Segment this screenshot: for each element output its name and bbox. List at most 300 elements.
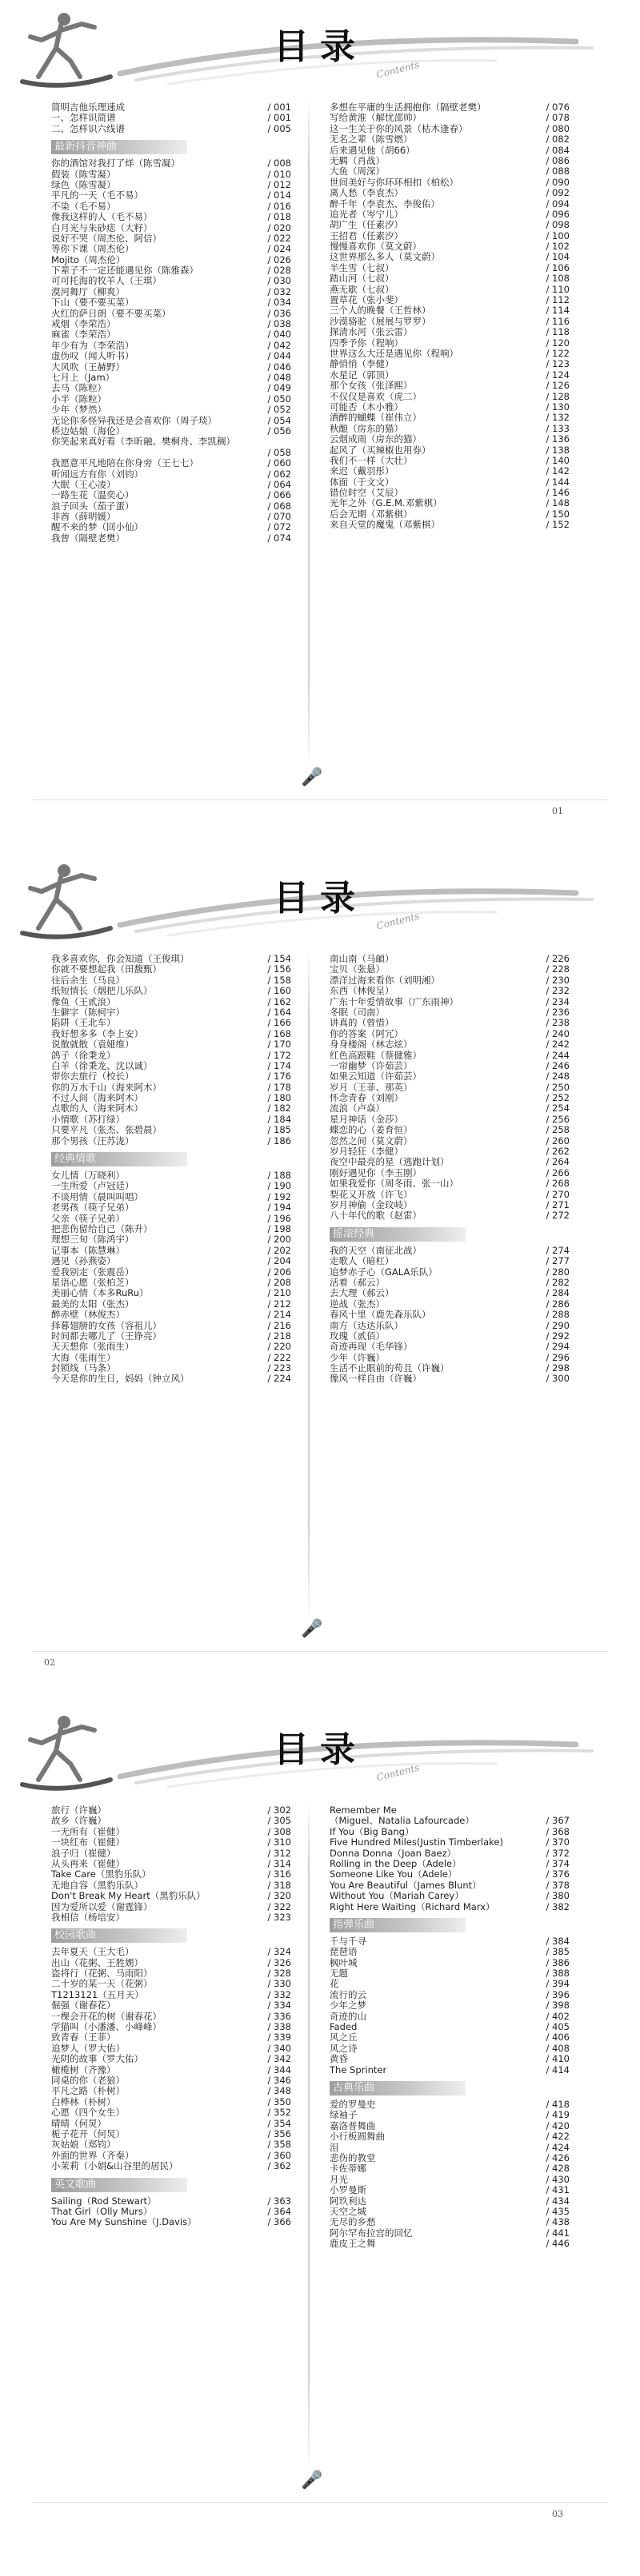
toc-entry[interactable] (51, 2032, 291, 2043)
entry-title: 岁月（王菲、那英） (330, 1082, 413, 1093)
entry-page: / 148 (546, 497, 570, 509)
toc-entry[interactable] (330, 1190, 570, 1200)
toc-entry[interactable] (330, 1146, 570, 1157)
entry-title: 少年（梦然） (51, 405, 106, 416)
entry-title: 可能否（木小雅） (330, 401, 403, 413)
toc-entry[interactable] (330, 327, 570, 337)
toc-entry[interactable] (330, 1837, 570, 1848)
toc-entry[interactable] (51, 522, 291, 532)
toc-entry[interactable] (330, 166, 570, 177)
entry-title: 无羁（肖战） (330, 155, 385, 166)
toc-entry[interactable] (330, 1958, 570, 1968)
toc-entry[interactable] (330, 2217, 570, 2227)
entry-title: 同桌的你（老狼） (51, 2075, 125, 2086)
toc-entry[interactable] (51, 1125, 291, 1135)
entry-page: / 106 (546, 261, 570, 273)
entry-page: / 048 (267, 371, 291, 383)
contents-subtitle: Contents (375, 58, 421, 81)
toc-entry[interactable] (51, 2012, 291, 2022)
entry-title: 不染（毛不易） (51, 201, 116, 212)
toc-entry[interactable] (330, 220, 570, 230)
entry-page: / 120 (546, 337, 570, 349)
section-heading: 校园歌曲 (51, 1928, 187, 1943)
toc-entry[interactable] (51, 437, 291, 447)
toc-entry[interactable] (51, 1816, 291, 1826)
toc-entry[interactable] (330, 2196, 570, 2207)
toc-entry[interactable] (51, 1136, 291, 1146)
toc-entry[interactable] (330, 1936, 570, 1947)
entry-page: / 223 (267, 1362, 291, 1374)
toc-entry[interactable] (330, 2207, 570, 2217)
toc-entry[interactable] (330, 2044, 570, 2054)
toc-entry[interactable] (51, 373, 291, 383)
toc-entry[interactable] (51, 244, 291, 254)
entry-page: / 154 (267, 953, 291, 964)
toc-entry[interactable] (51, 954, 291, 964)
toc-entry[interactable] (51, 2086, 291, 2096)
entry-title: 小情歌（苏打绿） (51, 1114, 125, 1125)
toc-entry[interactable] (330, 2153, 570, 2163)
entry-title: 旅行（许巍） (51, 1805, 106, 1816)
toc-entry[interactable] (330, 1947, 570, 1957)
toc-entry[interactable] (330, 488, 570, 498)
entry-title: 浪子归（崔健） (51, 1848, 116, 1859)
entry-page: / 194 (267, 1202, 291, 1214)
toc-entry[interactable] (51, 1837, 291, 1848)
entry-page: / 286 (546, 1298, 570, 1310)
entry-page: / 190 (267, 1180, 291, 1192)
entry-title: 流浪（卢焱） (330, 1103, 385, 1115)
toc-entry[interactable] (51, 297, 291, 308)
toc-entry[interactable] (330, 1267, 570, 1278)
entry-title: 半生雪（七叔） (330, 262, 394, 273)
toc-entry[interactable] (51, 2054, 291, 2064)
toc-entry[interactable] (51, 255, 291, 265)
toc-entry[interactable] (330, 1051, 570, 1061)
toc-entry[interactable] (330, 134, 570, 145)
entry-page: / 052 (267, 404, 291, 416)
toc-entry[interactable] (330, 285, 570, 295)
toc-entry[interactable] (51, 1051, 291, 1061)
toc-entry[interactable] (51, 201, 291, 212)
entry-page: / 158 (267, 974, 291, 986)
toc-entry[interactable] (330, 392, 570, 402)
toc-entry[interactable] (330, 477, 570, 488)
toc-entry[interactable] (330, 1178, 570, 1189)
toc-entry[interactable] (51, 1805, 291, 1816)
toc-entry[interactable] (51, 1958, 291, 1968)
toc-entry[interactable] (51, 458, 291, 469)
toc-entry[interactable] (330, 986, 570, 996)
toc-entry[interactable] (51, 405, 291, 415)
toc-entry[interactable] (330, 1990, 570, 2000)
toc-entry[interactable] (330, 1039, 570, 1050)
toc-entry[interactable] (51, 1299, 291, 1310)
toc-entry[interactable] (51, 964, 291, 975)
toc-entry[interactable] (330, 964, 570, 975)
column-divider (308, 947, 310, 1627)
toc-entry[interactable] (51, 986, 291, 996)
toc-entry[interactable] (330, 1125, 570, 1135)
entry-title: 云烟成雨（房东的猫） (330, 434, 422, 445)
toc-entry[interactable] (51, 1321, 291, 1331)
entry-page: / 226 (546, 953, 570, 964)
toc-entry[interactable] (330, 1321, 570, 1331)
toc-entry[interactable] (330, 199, 570, 209)
toc-entry[interactable] (51, 1968, 291, 1979)
toc-entry[interactable] (330, 1342, 570, 1352)
entry-page: / 186 (267, 1134, 291, 1146)
toc-entry[interactable] (330, 2054, 570, 2064)
toc-entry[interactable] (51, 1979, 291, 1989)
toc-entry[interactable] (330, 1093, 570, 1103)
toc-entry[interactable] (330, 1880, 570, 1891)
toc-entry[interactable] (330, 370, 570, 381)
toc-entry[interactable] (51, 212, 291, 222)
toc-entry[interactable] (51, 448, 291, 458)
toc-entry[interactable] (330, 520, 570, 530)
toc-entry[interactable] (51, 2107, 291, 2118)
toc-entry[interactable] (330, 295, 570, 305)
toc-entry[interactable] (330, 2012, 570, 2022)
entry-page: / 136 (546, 433, 570, 445)
toc-entry[interactable] (330, 1071, 570, 1082)
toc-entry[interactable] (330, 231, 570, 241)
entry-page: / 328 (267, 1968, 291, 1980)
toc-entry[interactable] (51, 416, 291, 426)
toc-entry[interactable] (51, 1083, 291, 1093)
toc-entry[interactable] (330, 2032, 570, 2043)
toc-entry[interactable] (51, 190, 291, 201)
toc-entry[interactable] (51, 1891, 291, 1901)
toc-entry[interactable] (330, 349, 570, 359)
toc-entry[interactable] (330, 1288, 570, 1298)
toc-entry[interactable] (330, 1168, 570, 1178)
entry-page: / 238 (546, 1017, 570, 1029)
entry-title: 岁月神偷（金玟岐） (330, 1199, 413, 1210)
toc-entry[interactable] (51, 1288, 291, 1298)
toc-entry[interactable] (330, 1869, 570, 1880)
toc-entry[interactable] (330, 1278, 570, 1288)
toc-entry[interactable] (330, 1331, 570, 1342)
toc-entry[interactable] (51, 383, 291, 393)
toc-entry[interactable] (330, 1136, 570, 1146)
toc-entry[interactable] (51, 1061, 291, 1071)
toc-entry[interactable] (330, 1848, 570, 1859)
toc-entry[interactable] (330, 1891, 570, 1901)
entry-page: / 426 (546, 2151, 570, 2163)
toc-entry[interactable] (51, 1093, 291, 1103)
entry-page: / 408 (546, 2042, 570, 2054)
toc-entry[interactable] (330, 954, 570, 964)
toc-entry[interactable] (330, 2099, 570, 2110)
toc-entry[interactable] (330, 338, 570, 349)
entry-page: / 367 (546, 1815, 570, 1827)
toc-entry[interactable] (51, 533, 291, 544)
entry-page: / 222 (267, 1351, 291, 1363)
toc-entry[interactable] (51, 512, 291, 522)
toc-entry[interactable] (330, 1299, 570, 1310)
toc-entry[interactable] (51, 158, 291, 169)
toc-entry[interactable] (330, 2000, 570, 2011)
toc-entry[interactable] (51, 1859, 291, 1869)
toc-entry[interactable] (330, 1210, 570, 1221)
toc-entry[interactable] (51, 233, 291, 244)
toc-entry[interactable] (51, 113, 291, 123)
toc-entry[interactable] (330, 1115, 570, 1125)
toc-entry[interactable] (51, 2044, 291, 2054)
toc-entry[interactable] (330, 456, 570, 466)
toc-entry[interactable] (51, 2119, 291, 2129)
entry-page: / 234 (546, 995, 570, 1007)
toc-entry[interactable] (51, 1103, 291, 1114)
toc-entry[interactable] (51, 287, 291, 297)
toc-entry[interactable] (51, 501, 291, 512)
toc-entry[interactable] (51, 975, 291, 986)
toc-entry[interactable] (330, 381, 570, 391)
entry-page: / 270 (546, 1188, 570, 1200)
toc-entry[interactable] (51, 1342, 291, 1352)
toc-entry[interactable] (51, 1331, 291, 1342)
toc-entry[interactable] (51, 1363, 291, 1374)
toc-entry[interactable] (51, 1267, 291, 1278)
toc-entry[interactable] (330, 156, 570, 166)
entry-title: 追光者（岑宁儿） (330, 209, 403, 220)
toc-entry[interactable] (51, 309, 291, 319)
toc-entry[interactable] (51, 480, 291, 490)
toc-entry[interactable] (51, 1374, 291, 1384)
toc-entry[interactable] (330, 273, 570, 284)
entry-title: 嘉洛普舞曲 (330, 2120, 376, 2131)
entry-title: 慢慢喜欢你（莫文蔚） (330, 241, 422, 253)
toc-entry[interactable] (51, 1071, 291, 1082)
toc-entry[interactable] (330, 1979, 570, 1989)
entry-title: 蝶恋的心（姜育恒） (330, 1125, 413, 1136)
toc-entry[interactable] (330, 1061, 570, 1071)
toc-entry[interactable] (51, 1869, 291, 1880)
entry-page: / 324 (267, 1946, 291, 1958)
toc-entry[interactable] (330, 434, 570, 445)
toc-entry[interactable] (51, 180, 291, 190)
toc-entry[interactable] (330, 1083, 570, 1093)
entry-title: 我曾（隔壁老樊） (51, 532, 125, 544)
entry-page: / 300 (546, 1373, 570, 1385)
toc-entry[interactable] (51, 426, 291, 437)
entry-page: / 368 (546, 1825, 570, 1837)
entry-page: / 216 (267, 1319, 291, 1331)
toc-entry[interactable] (330, 997, 570, 1007)
entry-title: 一生所爱（卢冠廷） (51, 1181, 134, 1192)
toc-entry[interactable] (51, 2161, 291, 2171)
toc-entry[interactable] (330, 263, 570, 273)
entry-page: / 122 (546, 347, 570, 359)
page-rule (32, 2502, 608, 2503)
toc-entry[interactable] (330, 1353, 570, 1363)
toc-entry[interactable] (330, 2065, 570, 2076)
entry-page: / 358 (267, 2139, 291, 2151)
toc-entry[interactable] (330, 1310, 570, 1320)
toc-entry[interactable] (330, 1246, 570, 1256)
toc-entry[interactable] (330, 2163, 570, 2174)
toc-entry[interactable] (330, 1805, 570, 1816)
toc-entry[interactable] (330, 413, 570, 423)
toc-entry[interactable] (51, 1234, 291, 1245)
toc-entry[interactable] (330, 1157, 570, 1167)
toc-entry[interactable] (51, 2217, 291, 2227)
toc-entry[interactable] (330, 252, 570, 262)
entry-title: 栀子花开（何炅） (51, 2128, 125, 2139)
entry-page: / 170 (267, 1039, 291, 1051)
toc-entry[interactable] (51, 1214, 291, 1224)
toc-entry[interactable] (51, 1039, 291, 1050)
toc-entry[interactable] (330, 209, 570, 220)
toc-entry[interactable] (51, 1902, 291, 1912)
toc-entry[interactable] (330, 241, 570, 252)
toc-entry[interactable] (330, 445, 570, 456)
toc-entry[interactable] (51, 1310, 291, 1320)
entry-title: 梨花又开放（许飞） (330, 1189, 413, 1200)
entry-title: 起风了（买辣椒也用券） (330, 445, 431, 456)
toc-entry[interactable] (51, 265, 291, 276)
toc-entry[interactable] (51, 102, 291, 113)
toc-entry[interactable] (330, 2185, 570, 2195)
toc-entry[interactable] (51, 223, 291, 233)
toc-entry[interactable] (51, 394, 291, 405)
toc-entry[interactable] (330, 466, 570, 477)
toc-entry[interactable] (330, 317, 570, 327)
toc-entry[interactable] (330, 2228, 570, 2239)
entry-title: Donna Donna（Joan Baez） (330, 1848, 457, 1859)
toc-entry[interactable] (51, 362, 291, 373)
toc-entry[interactable] (51, 2139, 291, 2150)
toc-entry[interactable] (330, 2143, 570, 2153)
entry-title: Remember Me (330, 1805, 397, 1816)
toc-entry[interactable] (51, 2151, 291, 2161)
toc-entry[interactable] (330, 1007, 570, 1018)
entry-page: / 022 (267, 232, 291, 244)
entry-page: / 302 (267, 1804, 291, 1816)
toc-entry[interactable] (51, 1170, 291, 1181)
entry-page: / 172 (267, 1049, 291, 1061)
toc-entry[interactable] (330, 1018, 570, 1028)
toc-entry[interactable] (330, 2022, 570, 2032)
toc-entry[interactable] (51, 124, 291, 134)
toc-entry[interactable] (330, 1103, 570, 1114)
toc-entry[interactable] (330, 1902, 570, 1912)
toc-entry[interactable] (330, 975, 570, 986)
toc-entry[interactable] (330, 2121, 570, 2131)
toc-entry[interactable] (51, 1192, 291, 1202)
toc-entry[interactable] (330, 1363, 570, 1374)
entry-title: 奇迹再现（毛华锋） (330, 1342, 413, 1353)
toc-entry[interactable] (51, 2076, 291, 2086)
toc-entry[interactable] (51, 1827, 291, 1837)
entry-page: / 312 (267, 1847, 291, 1859)
toc-entry[interactable] (330, 2175, 570, 2185)
toc-entry[interactable] (330, 124, 570, 134)
toc-entry[interactable] (51, 1181, 291, 1191)
toc-column-right (330, 1805, 570, 2249)
toc-entry[interactable] (51, 329, 291, 340)
toc-entry[interactable] (51, 1353, 291, 1363)
toc-entry[interactable] (330, 177, 570, 188)
toc-entry[interactable] (330, 102, 570, 113)
toc-entry[interactable] (51, 2022, 291, 2032)
toc-entry[interactable] (51, 341, 291, 351)
toc-entry[interactable] (330, 1827, 570, 1837)
toc-entry[interactable] (330, 1256, 570, 1266)
toc-entry[interactable] (51, 1018, 291, 1028)
toc-entry[interactable] (51, 1007, 291, 1018)
toc-entry[interactable] (51, 1848, 291, 1859)
toc-entry[interactable] (51, 1224, 291, 1234)
toc-entry[interactable] (330, 509, 570, 520)
section-heading: 古典乐曲 (330, 2081, 466, 2095)
entry-page: / 418 (546, 2098, 570, 2110)
toc-entry[interactable] (51, 1246, 291, 1256)
toc-entry[interactable] (330, 146, 570, 156)
toc-entry[interactable] (51, 169, 291, 180)
entry-page: / 316 (267, 1868, 291, 1880)
toc-entry[interactable] (51, 2097, 291, 2107)
toc-entry[interactable] (51, 2207, 291, 2217)
toc-entry[interactable] (330, 113, 570, 123)
toc-entry[interactable] (51, 1278, 291, 1288)
entry-title: 探清水河（张云雷） (330, 327, 413, 338)
toc-entry[interactable] (330, 1968, 570, 1979)
toc-entry[interactable] (51, 1947, 291, 1957)
toc-entry[interactable] (51, 1202, 291, 1213)
toc-entry[interactable] (330, 1374, 570, 1384)
toc-entry[interactable] (330, 2131, 570, 2142)
entry-page: / 054 (267, 414, 291, 426)
toc-entry[interactable] (330, 424, 570, 434)
toc-entry[interactable] (51, 490, 291, 500)
toc-entry[interactable] (51, 2000, 291, 2011)
toc-entry[interactable] (330, 498, 570, 508)
toc-entry[interactable] (330, 402, 570, 413)
toc-entry[interactable] (330, 305, 570, 316)
toc-entry[interactable] (51, 1256, 291, 1266)
toc-entry[interactable] (330, 2110, 570, 2120)
entry-page: / 166 (267, 1017, 291, 1029)
toc-entry[interactable] (51, 1990, 291, 2000)
toc-entry[interactable] (330, 188, 570, 198)
toc-entry[interactable] (51, 1029, 291, 1039)
toc-entry[interactable] (51, 2065, 291, 2076)
toc-entry[interactable] (330, 359, 570, 369)
toc-entry[interactable] (51, 319, 291, 329)
toc-entry[interactable] (51, 1912, 291, 1923)
toc-entry[interactable] (51, 1880, 291, 1891)
toc-entry[interactable] (330, 1816, 570, 1826)
toc-entry[interactable] (51, 997, 291, 1007)
toc-header (0, 0, 640, 96)
toc-entry[interactable] (51, 1115, 291, 1125)
toc-entry[interactable] (51, 2129, 291, 2139)
toc-entry[interactable] (330, 2239, 570, 2249)
toc-entry[interactable] (330, 1859, 570, 1869)
toc-entry[interactable] (330, 1029, 570, 1039)
toc-entry[interactable] (51, 2196, 291, 2207)
toc-entry[interactable] (51, 276, 291, 286)
toc-entry[interactable] (51, 469, 291, 480)
toc-entry[interactable] (330, 1200, 570, 1210)
entry-page: / 438 (546, 2216, 570, 2228)
entry-page: / 206 (267, 1266, 291, 1278)
toc-entry[interactable] (51, 351, 291, 361)
entry-title: 心愿（四个女生） (51, 2107, 125, 2119)
